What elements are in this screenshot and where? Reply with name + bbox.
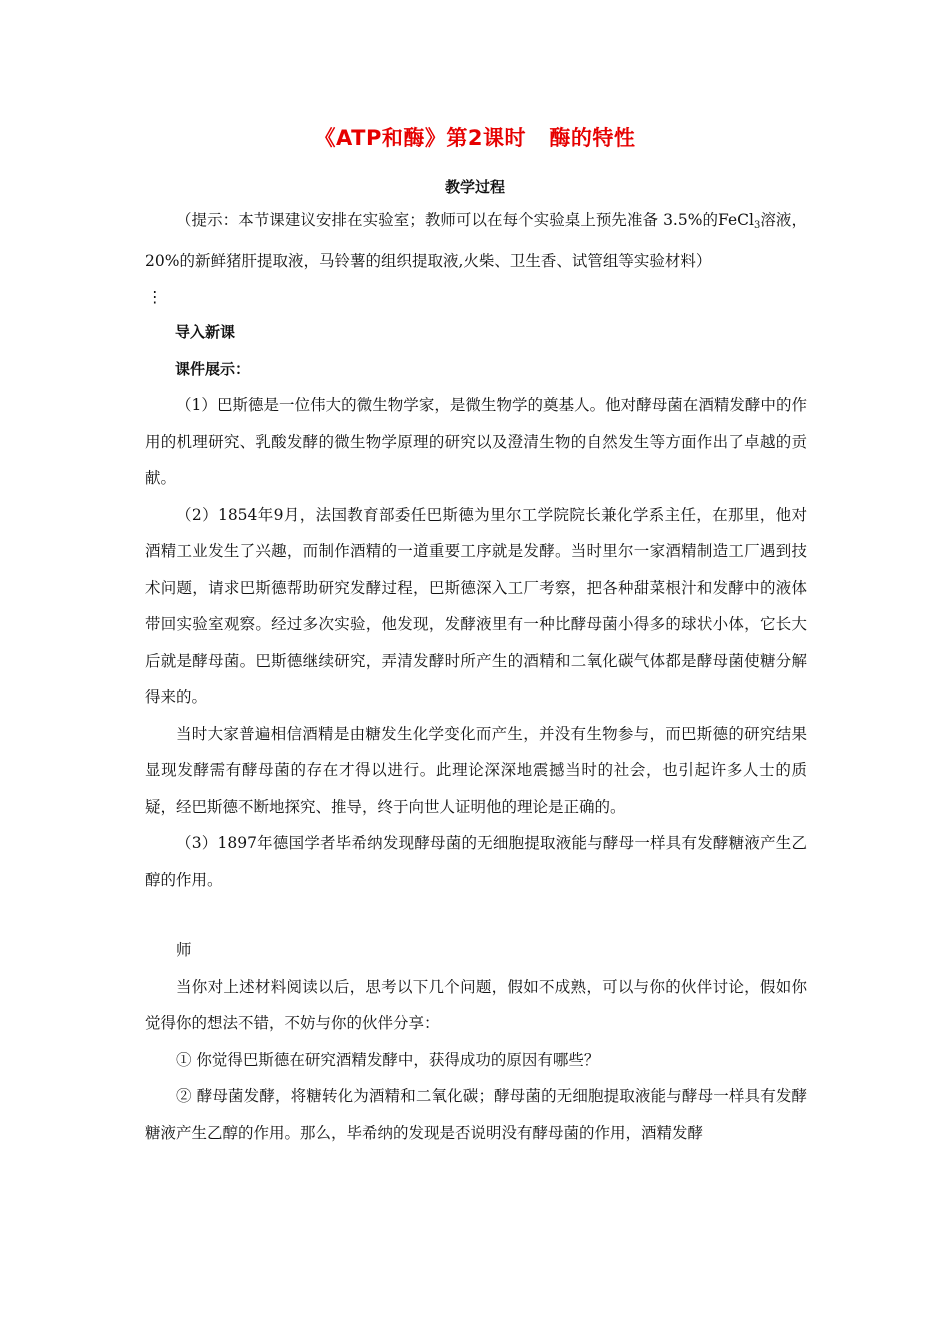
document-body [145, 201, 807, 1151]
hint-paragraph [145, 201, 807, 280]
paragraph-1: （1）巴斯德是一位伟大的微生物学家，是微生物学的奠基人。他对酵母菌在酒精发酵中的作用的机理研究、乳酸发酵的微生物学原理的研究以及澄清生物的自然发生等方面作出了卓越的贡献。 [145, 396, 807, 487]
paragraph-3: 当时大家普遍相信酒精是由糖发生化学变化而产生，并没有生物参与，而巴斯德的研究结果显现发酵需有酵母菌的存在才得以进行。此理论深深地震撼当时的社会，也引起许多人士的质疑，经巴斯德不断地探究、推导，终于向世人证明他的理论是正确的。 [145, 724, 807, 816]
blank-gap [145, 898, 807, 932]
teacher-label: 师 [176, 941, 192, 959]
heading-courseware: 课件展示： [175, 359, 251, 378]
hint-text-before: （提示：本节课建议安排在实验室；教师可以在每个实验桌上预先准备 3.5%的FeCl [176, 211, 754, 229]
question-1: ① 你觉得巴斯德在研究酒精发酵中，获得成功的原因有哪些？ [176, 1050, 600, 1069]
heading-intro: 导入新课 [175, 323, 236, 341]
paragraph-2: （2）1854年9月，法国教育部委任巴斯德为里尔工学院院长兼化学系主任，在那里，他对酒精工业发生了兴趣，而制作酒精的一道重要工序就是发酵。当时里尔一家酒精制造工厂遇到技术问题，请求巴斯德帮助研究发酵过程，巴斯德深入工厂考察，把各种甜菜根汁和发酵中的液体带回实验室观察。经过多次实验，他发现，发酵液里有一种比酵母菌小得多的球状小体，它长大后就是酵母菌。巴斯德继续研究，弄清发酵时所产生的酒精和二氧化碳气体都是酵母菌使糖分解得来的。 [145, 505, 807, 706]
hint-subscript: 3 [753, 220, 761, 231]
paragraph-5: 当你对上述材料阅读以后，思考以下几个问题，假如不成熟，可以与你的伙伴讨论，假如你觉得你的想法不错，不妨与你的伙伴分享： [145, 977, 807, 1032]
question-2: ② 酵母菌发酵，将糖转化为酒精和二氧化碳；酵母菌的无细胞提取液能与酵母一样具有发酵糖液产生乙醇的作用。那么，毕希纳的发现是否说明没有酵母菌的作用，酒精发酵 [145, 1087, 807, 1142]
paragraph-4: （3）1897年德国学者毕希纳发现酵母菌的无细胞提取液能与酵母一样具有发酵糖液产生乙醇的作用。 [145, 834, 807, 889]
section-subtitle: 教学过程 [444, 178, 505, 196]
ellipsis-mark: ⋮ [147, 288, 163, 306]
page-title: 《ATP和酶》第2课时 酶的特性 [314, 126, 636, 150]
hint-text-after: 溶液，20%的新鲜猪肝提取液，马铃薯的组织提取液,火柴、卫生香、试管组等实验材料） [145, 211, 807, 270]
